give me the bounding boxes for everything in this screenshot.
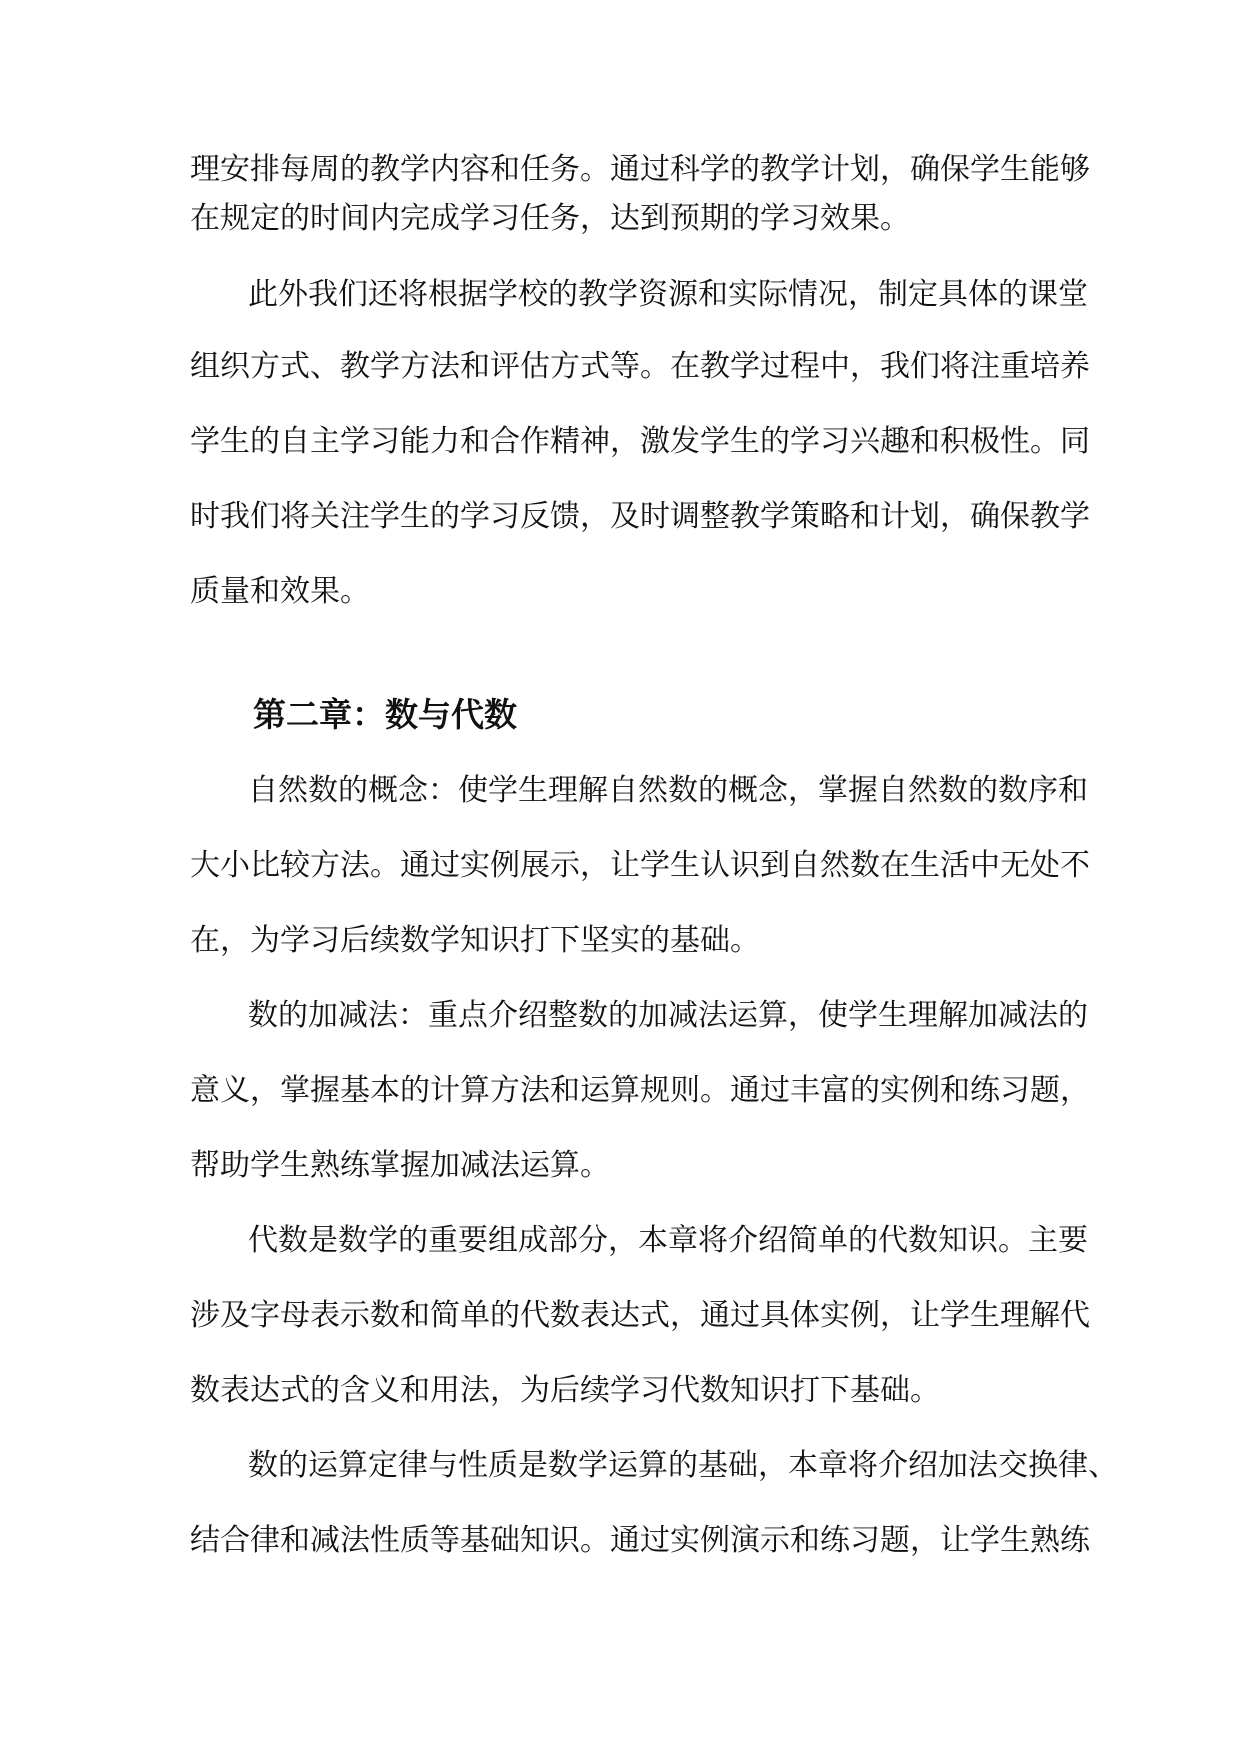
paragraph-line: 在，为学习后续数学知识打下坚实的基础。 [190,923,760,958]
paragraph-line: 学生的自主学习能力和合作精神，激发学生的学习兴趣和积极性。同 [190,424,1090,459]
paragraph-line: 意义，掌握基本的计算方法和运算规则。通过丰富的实例和练习题， [190,1073,1090,1108]
paragraph-line: 大小比较方法。通过实例展示，让学生认识到自然数在生活中无处不 [190,848,1090,883]
paragraph-line: 代数是数学的重要组成部分，本章将介绍简单的代数知识。主要 [248,1223,1088,1258]
paragraph-line: 数表达式的含义和用法，为后续学习代数知识打下基础。 [190,1373,940,1408]
paragraph-line: 数的运算定律与性质是数学运算的基础，本章将介绍加法交换律、 [248,1448,1118,1483]
paragraph-line: 质量和效果。 [190,574,370,609]
paragraph-line: 时我们将关注学生的学习反馈，及时调整教学策略和计划，确保教学 [190,499,1090,534]
paragraph-line: 组织方式、教学方法和评估方式等。在教学过程中，我们将注重培养 [190,349,1090,384]
paragraph-line: 在规定的时间内完成学习任务，达到预期的学习效果。 [190,201,910,236]
paragraph-line: 数的加减法：重点介绍整数的加减法运算，使学生理解加减法的 [248,998,1088,1033]
paragraph-line: 结合律和减法性质等基础知识。通过实例演示和练习题，让学生熟练 [190,1523,1090,1558]
paragraph-line: 自然数的概念：使学生理解自然数的概念，掌握自然数的数序和 [248,773,1088,808]
paragraph-line: 理安排每周的教学内容和任务。通过科学的教学计划，确保学生能够 [190,152,1090,187]
paragraph-line: 此外我们还将根据学校的教学资源和实际情况，制定具体的课堂 [248,277,1088,312]
paragraph-line: 涉及字母表示数和简单的代数表达式，通过具体实例，让学生理解代 [190,1298,1090,1333]
paragraph-line: 帮助学生熟练掌握加减法运算。 [190,1148,610,1183]
chapter-heading: 第二章：数与代数 [253,695,517,734]
